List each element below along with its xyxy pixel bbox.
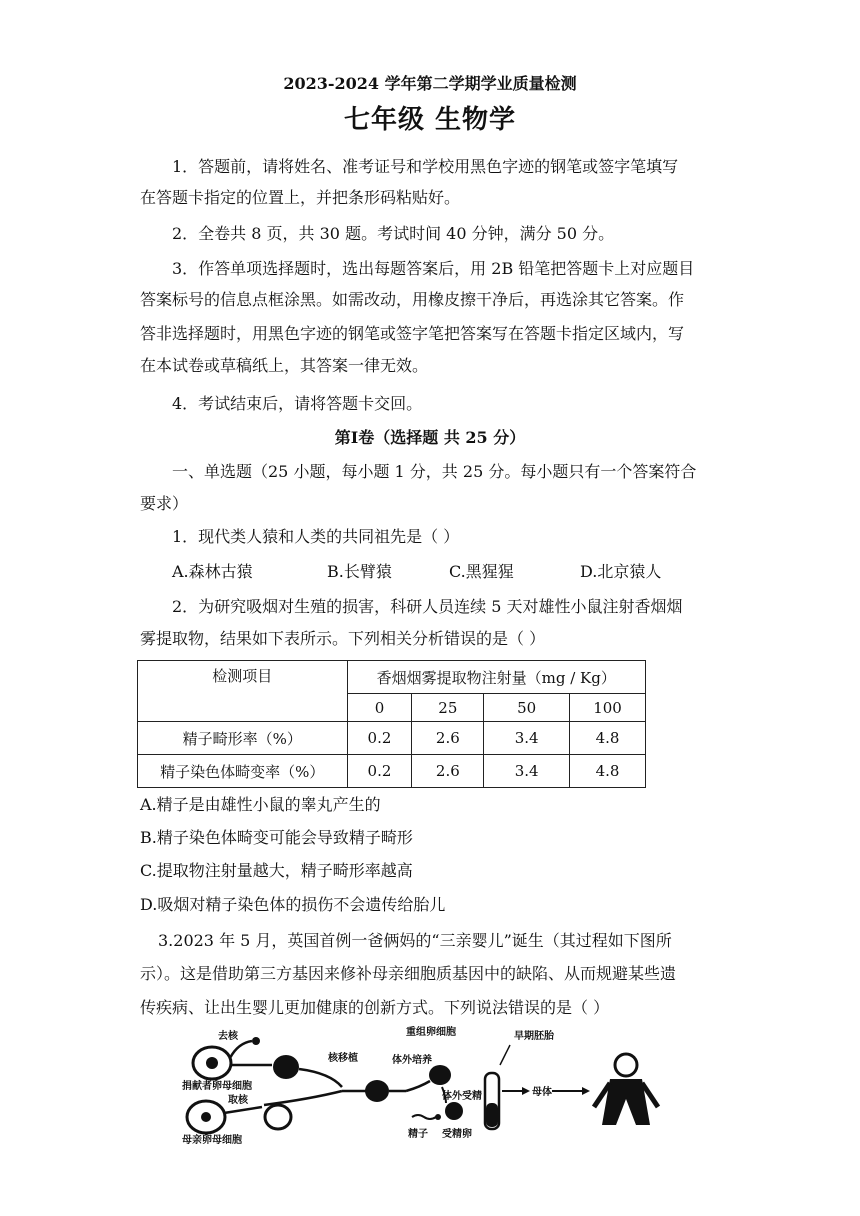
q2-option-b: B.精子染色体畸变可能会导致精子畸形 <box>140 828 413 847</box>
instruction-3-line-1: 3．作答单项选择题时，选出每题答案后，用 2B 铅笔把答题卡上对应题目 <box>172 259 695 278</box>
label-recombined-egg: 重组卵细胞 <box>406 1027 456 1038</box>
label-mother-egg: 母亲卵母细胞 <box>182 1135 242 1145</box>
part1-heading-line-2: 要求） <box>140 494 189 513</box>
q2-option-a: A.精子是由雄性小鼠的睾丸产生的 <box>140 795 381 814</box>
culture-path <box>406 1081 430 1091</box>
table-cell: 0.2 <box>347 722 412 755</box>
label-ivf: 体外受精 <box>442 1091 482 1102</box>
q3-stem-line-2: 示）。这是借助第三方基因来修补母亲细胞质基因中的缺陷、从而规避某些遗 <box>140 964 677 983</box>
label-pointer <box>500 1045 510 1065</box>
table-row <box>138 722 646 755</box>
q1-option-d: D.北京猿人 <box>580 562 662 581</box>
donor-egg-nucleus <box>206 1057 218 1069</box>
table-cell: 3.4 <box>484 755 570 788</box>
sperm-tail <box>412 1115 436 1119</box>
table-cell: 4.8 <box>570 722 646 755</box>
arrowhead <box>582 1087 590 1095</box>
section-title: 第Ⅰ卷（选择题 共 25 分） <box>334 428 526 447</box>
table-row <box>138 755 646 788</box>
instruction-1-line-1: 1．答题前，请将姓名、准考证号和学校用黑色字迹的钢笔或签字笔填写 <box>172 157 679 176</box>
instruction-3-line-4: 在本试卷或草稿纸上，其答案一律无效。 <box>140 356 429 375</box>
q2-stem-line-2: 雾提取物，结果如下表所示。下列相关分析错误的是（ ） <box>140 629 546 648</box>
table-dose: 25 <box>412 694 484 722</box>
instruction-3-line-2: 答案标号的信息点框涂黑。如需改动，用橡皮擦干净后，再选涂其它答案。作 <box>140 290 685 309</box>
q2-stem-line-1: 2．为研究吸烟对生殖的损害，科研人员连续 5 天对雄性小鼠注射香烟烟 <box>172 597 683 616</box>
instruction-1-line-2: 在答题卡指定的位置上，并把条形码粘贴好。 <box>140 188 461 207</box>
q1-option-b: B.长臂猿 <box>327 562 392 581</box>
mother-egg-nucleus <box>201 1112 211 1122</box>
table-row-label: 精子染色体畸变率（%） <box>138 755 348 788</box>
exam-header: 2023-2024 学年第二学期学业质量检测 <box>283 74 577 93</box>
q1-stem: 1．现代类人猿和人类的共同祖先是（ ） <box>172 527 460 546</box>
instruction-3-line-3: 答非选择题时，用黑色字迹的钢笔或签字笔把答案写在答题卡指定区域内，写 <box>140 324 685 343</box>
remove-nucleus-arrow <box>230 1041 252 1058</box>
label-zygote: 受精卵 <box>442 1129 472 1140</box>
label-take-nucleus: 取核 <box>228 1095 248 1106</box>
instruction-4: 4．考试结束后，请将答题卡交回。 <box>172 394 423 413</box>
table-cell: 4.8 <box>570 755 646 788</box>
instruction-2: 2．全卷共 8 页，共 30 题。考试时间 40 分钟，满分 50 分。 <box>172 224 615 243</box>
table-col-header: 检测项目 <box>138 661 348 722</box>
table-row-label: 精子畸形率（%） <box>138 722 348 755</box>
table-cell: 0.2 <box>347 755 412 788</box>
label-early-embryo: 早期胚胎 <box>514 1031 554 1042</box>
zygote <box>445 1102 463 1120</box>
sperm-head <box>435 1114 441 1120</box>
q2-data-table <box>137 660 646 788</box>
label-remove-nucleus: 去核 <box>218 1031 238 1042</box>
test-tube-fill <box>486 1103 498 1127</box>
take-nucleus-arrow <box>224 1107 262 1113</box>
q1-option-c: C.黑猩猩 <box>449 562 514 581</box>
q2-option-d: D.吸烟对精子染色体的损伤不会遗传给胎儿 <box>140 895 446 914</box>
exam-title: 七年级 生物学 <box>343 105 517 135</box>
table-dose: 0 <box>347 694 412 722</box>
part1-heading-line-1: 一、单选题（25 小题，每小题 1 分，共 25 分。每小题只有一个答案符合 <box>172 462 697 481</box>
enucleated-donor-egg <box>273 1055 299 1079</box>
table-dose: 100 <box>570 694 646 722</box>
table-cell: 2.6 <box>412 722 484 755</box>
label-mother-body: 母体 <box>532 1087 552 1098</box>
baby-figure <box>594 1054 658 1125</box>
table-cell: 3.4 <box>484 722 570 755</box>
recombined-cell <box>365 1080 389 1102</box>
label-donor-egg: 捐献者卵母细胞 <box>182 1081 252 1092</box>
q3-stem-line-1: 3.2023 年 5 月，英国首例一爸俩妈的“三亲婴儿”诞生（其过程如下图所 <box>158 931 672 950</box>
q3-stem-line-3: 传疾病、让出生婴儿更加健康的创新方式。下列说法错误的是（ ） <box>140 998 610 1017</box>
transfer-path-top <box>299 1069 342 1087</box>
transfer-path-bottom <box>264 1091 342 1105</box>
three-parent-baby-diagram <box>180 1025 670 1145</box>
removed-nucleus <box>252 1037 260 1045</box>
label-nuclear-transfer: 核移植 <box>328 1053 358 1064</box>
table-dose: 50 <box>484 694 570 722</box>
label-in-vitro-culture: 体外培养 <box>392 1055 432 1066</box>
q2-option-c: C.提取物注射量越大，精子畸形率越高 <box>140 861 413 880</box>
enucleated-mother-egg <box>265 1105 291 1129</box>
label-sperm: 精子 <box>408 1129 428 1140</box>
q1-option-a: A.森林古猿 <box>172 562 253 581</box>
arrowhead <box>522 1087 530 1095</box>
table-group-header: 香烟烟雾提取物注射量（mg / Kg） <box>347 661 645 694</box>
table-cell: 2.6 <box>412 755 484 788</box>
recombined-egg <box>429 1065 451 1085</box>
